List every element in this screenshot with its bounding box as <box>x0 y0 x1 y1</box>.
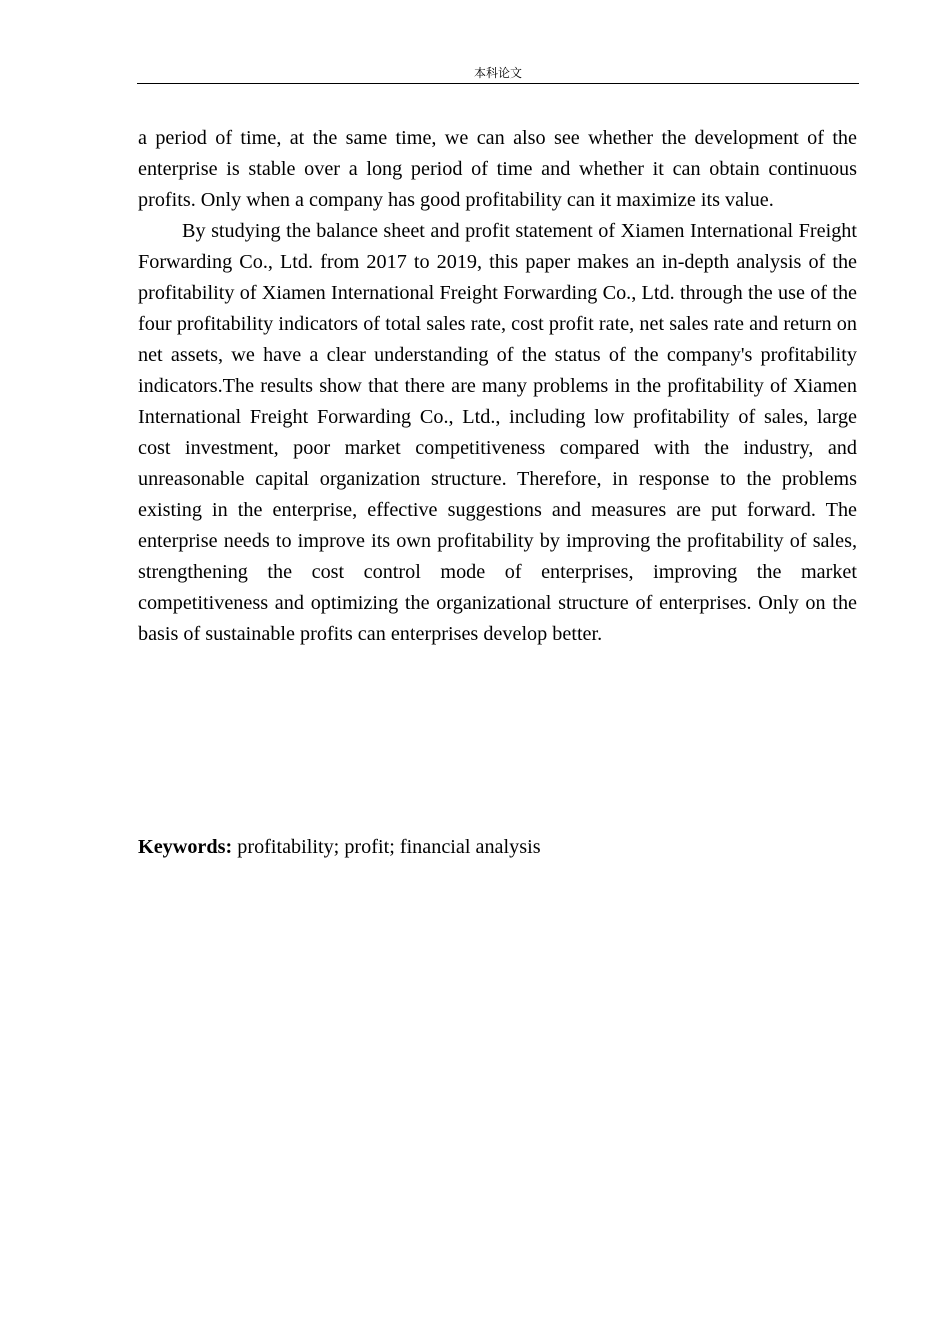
keywords-label: Keywords: <box>138 836 233 858</box>
abstract-body <box>138 123 857 650</box>
abstract-paragraph-continued: a period of time, at the same time, we can also see whether the development of the enterprise is stable over a long period of time and whether it can obtain continuous profits. Only when a company has good profitability can it maximize its value. <box>138 127 857 211</box>
keywords-line <box>138 832 857 863</box>
running-header: 本科论文 <box>473 66 522 80</box>
keywords-value: profitability; profit; financial analysis <box>237 836 541 858</box>
abstract-paragraph: By studying the balance sheet and profit statement of Xiamen International Freight Forwarding Co., Ltd. from 2017 to 2019, this paper makes an in-depth analysis of the profitability of Xiamen International Freight Forwarding Co., Ltd. through the use of the four profitability indicators of total sales rate, cost profit rate, net sales rate and return on net assets, we have a clear understanding of the status of the company's profitability indicators.The results show that there are many problems in the profitability of Xiamen International Freight Forwarding Co., Ltd., including low profitability of sales, large cost investment, poor market competitiveness compared with the industry, and unreasonable capital organization structure. Therefore, in response to the problems existing in the enterprise, effective suggestions and measures are put forward. The enterprise needs to improve its own profitability by improving the profitability of sales, strengthening the cost control mode of enterprises, improving the market competitiveness and optimizing the organizational structure of enterprises. Only on the basis of sustainable profits can enterprises develop better. <box>138 220 857 645</box>
header-rule <box>137 83 859 84</box>
